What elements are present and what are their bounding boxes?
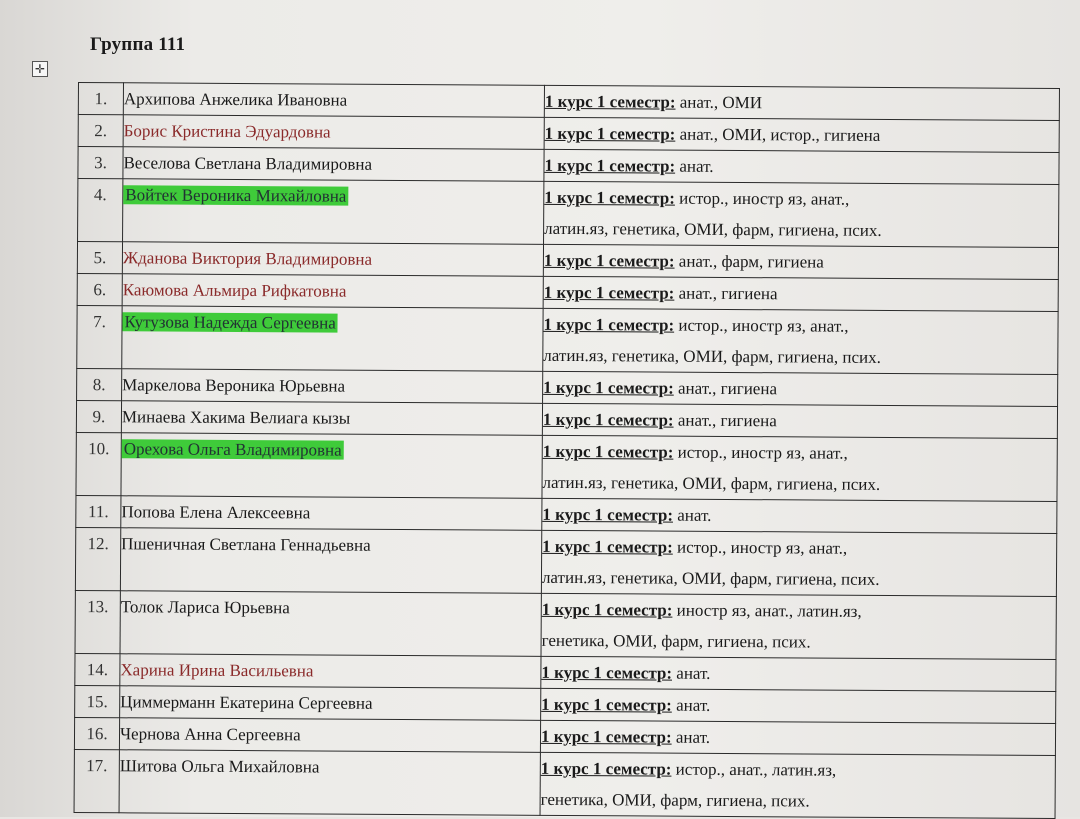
table-row (77, 305, 1058, 374)
subjects-cell (541, 688, 1056, 723)
student-name: Минаева Хакима Велиага кызы (121, 407, 351, 428)
student-name: Орехова Ольга Владимировна (123, 439, 342, 460)
row-number: 5. (77, 242, 122, 274)
student-name: Циммерманн Екатерина Сергеевна (120, 692, 373, 713)
subjects-text: анат. (675, 727, 711, 747)
student-name: Каюмова Альмира Рифкатовна (122, 280, 347, 301)
row-number: 3. (78, 147, 123, 179)
subjects-cell (544, 149, 1059, 184)
subjects-text: анат. (677, 505, 712, 525)
table-row (78, 83, 1059, 121)
student-name: Попова Елена Алексеевна (121, 502, 311, 523)
table-row (77, 273, 1058, 311)
subjects-text: истор., иностр яз, анат., (679, 188, 850, 209)
subjects-text: генетика, ОМИ, фарм, гигиена, псих. (541, 630, 811, 652)
subjects-cell (540, 752, 1055, 818)
student-name-cell (121, 433, 542, 499)
student-name: Архипова Анжелика Ивановна (123, 89, 348, 110)
student-name-cell (120, 654, 541, 689)
subjects-text: анат. (679, 156, 714, 176)
row-number: 2. (78, 115, 123, 147)
table-row (78, 179, 1059, 248)
table-row (75, 590, 1056, 659)
student-name-cell (121, 496, 542, 531)
student-name: Чернова Анна Сергеевна (119, 724, 301, 745)
subjects-text: латин.яз, генетика, ОМИ, фарм, гигиена, псих. (541, 567, 880, 589)
course-semester-label: 1 курс 1 семестр: (542, 409, 674, 430)
table-row (74, 749, 1055, 818)
table-row (76, 495, 1057, 533)
course-semester-label: 1 курс 1 семестр: (544, 123, 676, 144)
subjects-cell (541, 656, 1056, 691)
row-number: 4. (78, 179, 123, 242)
course-semester-label: 1 курс 1 семестр: (544, 187, 676, 208)
subjects-text: латин.яз, генетика, ОМИ, фарм, гигиена, псих. (542, 472, 881, 494)
subjects-text: анат., гигиена (677, 410, 777, 431)
table-row (75, 653, 1056, 691)
course-semester-label: 1 курс 1 семестр: (542, 536, 673, 557)
row-number: 17. (74, 749, 119, 812)
row-number: 12. (75, 527, 120, 590)
subjects-cell (542, 403, 1057, 438)
student-name: Шитова Ольга Михайловна (119, 756, 320, 777)
course-semester-label: 1 курс 1 семестр: (543, 250, 675, 271)
student-name: Харина Ирина Васильевна (120, 660, 314, 681)
row-number: 14. (75, 653, 120, 685)
subjects-text: анат., фарм, гигиена (678, 251, 824, 272)
table-row (75, 527, 1056, 596)
subjects-text: анат., ОМИ (679, 92, 763, 113)
row-number: 7. (77, 305, 122, 368)
subjects-text: истор., анат., латин.яз, (675, 759, 837, 780)
course-semester-label: 1 курс 1 семестр: (540, 758, 672, 779)
student-name-cell (119, 718, 540, 753)
student-name: Кутузова Надежда Сергеевна (124, 312, 336, 333)
student-name-cell (123, 115, 544, 150)
subjects-text: латин.яз, генетика, ОМИ, фарм, гигиена, псих. (543, 345, 881, 367)
table-row (76, 432, 1057, 501)
subjects-cell (543, 308, 1058, 374)
table-row (78, 147, 1059, 185)
student-name-cell (123, 83, 544, 118)
row-number: 10. (76, 432, 121, 495)
row-number: 8. (77, 368, 122, 400)
students-table (74, 82, 1060, 819)
row-number: 15. (75, 685, 120, 717)
student-name-cell (121, 401, 542, 436)
subjects-cell (542, 498, 1057, 533)
row-number: 13. (75, 590, 120, 653)
student-name-cell (120, 528, 541, 594)
table-row (75, 685, 1056, 723)
subjects-cell (543, 244, 1058, 279)
subjects-cell (542, 435, 1057, 501)
table-row (78, 115, 1059, 153)
course-semester-label: 1 курс 1 семестр: (543, 377, 674, 398)
row-number: 16. (74, 717, 119, 749)
subjects-cell (544, 117, 1059, 152)
student-name: Толок Лариса Юрьевна (120, 597, 290, 618)
student-name-cell (123, 147, 544, 182)
student-name-cell (122, 369, 543, 404)
course-semester-label: 1 курс 1 семестр: (544, 91, 676, 112)
student-name-cell (120, 686, 541, 721)
row-number: 11. (76, 495, 121, 527)
student-name: Веселова Светлана Владимировна (123, 153, 373, 174)
course-semester-label: 1 курс 1 семестр: (544, 155, 676, 176)
table-row (77, 242, 1058, 280)
subjects-cell (543, 276, 1058, 311)
subjects-text: латин.яз, генетика, ОМИ, фарм, гигиена, псих. (544, 218, 882, 240)
table-row (77, 368, 1058, 406)
student-name: Пшеничная Светлана Геннадьевна (121, 534, 371, 555)
subjects-cell (541, 530, 1056, 596)
student-name: Жданова Виктория Владимировна (122, 248, 373, 269)
course-semester-label: 1 курс 1 семестр: (541, 662, 673, 683)
table-row (76, 400, 1057, 438)
table-move-handle-icon[interactable]: ✛ (32, 61, 48, 77)
course-semester-label: 1 курс 1 семестр: (541, 599, 673, 620)
subjects-cell (541, 593, 1056, 659)
student-name-cell (120, 591, 541, 657)
course-semester-label: 1 курс 1 семестр: (541, 694, 672, 715)
student-name-cell (123, 179, 544, 245)
student-name: Борис Кристина Эдуардовна (123, 121, 331, 142)
subjects-text: иностр яз, анат., латин.яз, (676, 600, 862, 621)
group-title: Группа 111 (90, 34, 186, 55)
course-semester-label: 1 курс 1 семестр: (542, 441, 674, 462)
student-name: Войтек Вероника Михайловна (125, 185, 347, 206)
student-name-cell (122, 306, 543, 372)
subjects-text: истор., иностр яз, анат., (677, 537, 848, 558)
student-name-cell (119, 750, 540, 816)
subjects-cell (544, 181, 1059, 247)
subjects-text: анат. (676, 663, 711, 683)
row-number: 1. (78, 83, 123, 115)
student-name-cell (122, 242, 543, 277)
subjects-text: истор., иностр яз, анат., (678, 315, 849, 336)
subjects-cell (544, 85, 1059, 120)
course-semester-label: 1 курс 1 семестр: (540, 726, 672, 747)
subjects-text: анат., гигиена (677, 378, 778, 399)
subjects-text: анат., ОМИ, истор., гигиена (679, 124, 881, 145)
row-number: 9. (76, 400, 121, 432)
subjects-text: анат. (676, 695, 711, 715)
subjects-text: генетика, ОМИ, фарм, гигиена, псих. (540, 789, 810, 811)
subjects-cell (540, 720, 1055, 755)
course-semester-label: 1 курс 1 семестр: (543, 314, 675, 335)
subjects-text: истор., иностр яз, анат., (677, 442, 848, 463)
course-semester-label: 1 курс 1 семестр: (543, 282, 675, 303)
subjects-text: анат., гигиена (678, 283, 778, 304)
subjects-cell (543, 371, 1058, 406)
course-semester-label: 1 курс 1 семестр: (542, 504, 674, 525)
row-number: 6. (77, 273, 122, 305)
table-row (74, 717, 1055, 755)
student-name: Маркелова Вероника Юрьевна (122, 375, 346, 396)
student-name-cell (122, 274, 543, 309)
